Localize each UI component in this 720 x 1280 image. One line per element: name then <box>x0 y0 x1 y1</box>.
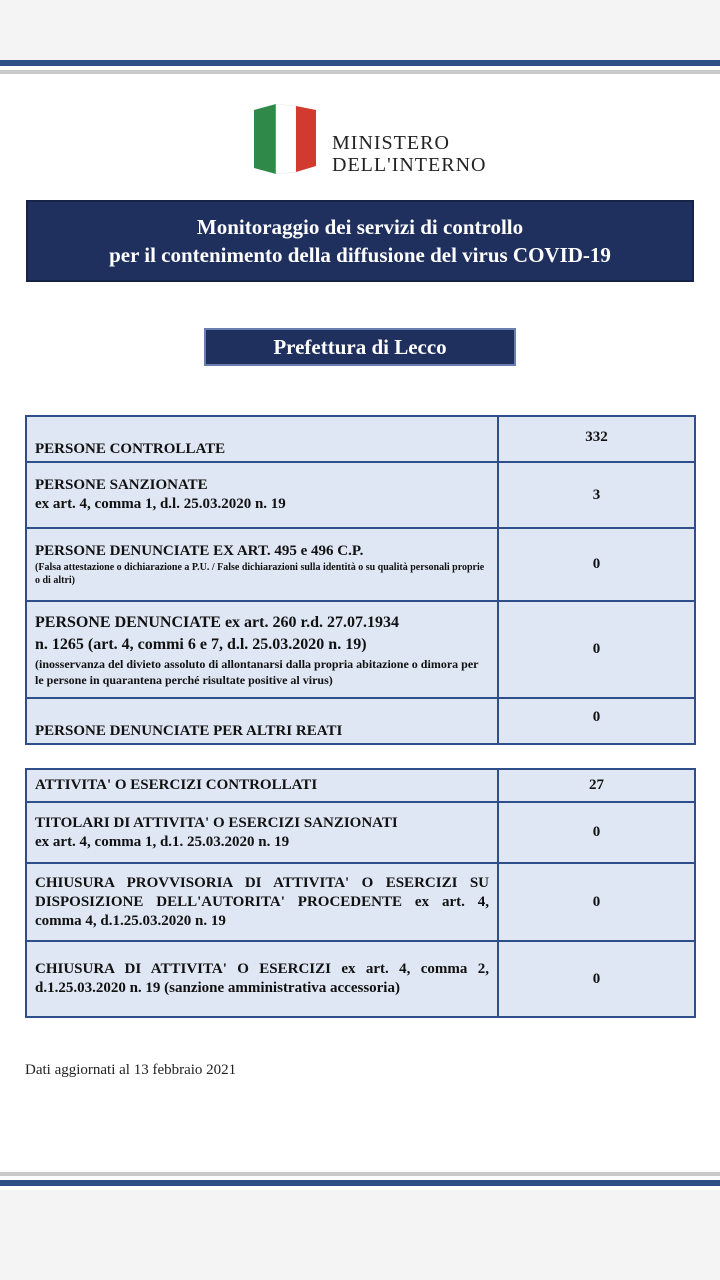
data-updated-note: Dati aggiornati al 13 febbraio 2021 <box>25 1062 237 1078</box>
row-value: 0 <box>498 802 695 863</box>
row-value: 0 <box>498 941 695 1017</box>
row-label-with-note <box>35 874 489 931</box>
row-label-continued: n. 1265 (art. 4, commi 6 e 7, d.l. 25.03.2020 n. 19) <box>35 635 367 653</box>
top-grey-rule <box>0 70 720 74</box>
report-title-banner <box>26 200 694 282</box>
table-row <box>26 941 695 1017</box>
row-value: 3 <box>498 462 695 528</box>
table-row <box>26 802 695 863</box>
ministry-name <box>332 132 486 176</box>
table-row <box>26 462 695 528</box>
row-value: 0 <box>498 528 695 601</box>
italian-flag-emblem-icon <box>252 104 318 174</box>
row-label: PERSONE SANZIONATE <box>35 477 208 493</box>
row-label: ATTIVITA' O ESERCIZI CONTROLLATI <box>35 777 318 793</box>
businesses-table <box>25 768 696 1018</box>
row-note: ex art. 4, comma 4, d.1.25.03.2020 n. 19 <box>35 893 490 929</box>
row-label-with-note <box>35 960 489 998</box>
row-label: CHIUSURA DI ATTIVITA' O ESERCIZI <box>35 961 331 977</box>
row-label: PERSONE DENUNCIATE EX ART. 495 e 496 C.P. <box>35 543 364 559</box>
title-line-2: per il contenimento della diffusione del virus COVID-19 <box>109 243 611 267</box>
row-note: ex art. 4, comma 1, d.1. 25.03.2020 n. 19 <box>35 833 290 850</box>
row-label: PERSONE DENUNCIATE PER ALTRI REATI <box>35 723 343 739</box>
table-row <box>26 769 695 802</box>
row-value: 0 <box>498 601 695 698</box>
row-value: 0 <box>498 698 695 744</box>
row-label: CHIUSURA PROVVISORIA DI ATTIVITA' O ESERCIZI SU DISPOSIZIONE DELL'AUTORITA' PROCEDENTE <box>35 874 489 910</box>
row-note: (inosservanza del divieto assoluto di allontanarsi dalla propria abitazione o dimora per le persone in quarantena perché risultate positive al virus) <box>35 656 479 687</box>
row-note: ex art. 4, comma 1, d.l. 25.03.2020 n. 19 <box>35 496 286 512</box>
prefecture-name: Prefettura di Lecco <box>273 334 447 359</box>
row-value: 0 <box>498 863 695 941</box>
row-note: ex art. 4, comma 2, d.1.25.03.2020 n. 19 (sanzione amministrativa accessoria) <box>35 961 489 996</box>
table-row <box>26 601 695 698</box>
prefecture-banner <box>204 328 516 366</box>
ministry-line-2: DELL'INTERNO <box>332 154 487 176</box>
row-value: 332 <box>498 416 695 462</box>
table-row <box>26 528 695 601</box>
bottom-grey-rule <box>0 1172 720 1176</box>
row-label: PERSONE CONTROLLATE <box>35 441 226 457</box>
bottom-blue-rule <box>0 1180 720 1186</box>
ministry-line-1: MINISTERO <box>332 132 450 154</box>
row-value: 27 <box>498 769 695 802</box>
row-label: PERSONE DENUNCIATE ex art. 260 r.d. 27.07.1934 <box>35 613 400 631</box>
top-blue-rule <box>0 60 720 66</box>
table-row <box>26 416 695 462</box>
table-row <box>26 698 695 744</box>
row-note: (Falsa attestazione o dichiarazione a P.U. / False dichiarazioni sulla identità o su qualità personali proprie o di altri) <box>35 562 485 586</box>
title-line-1: Monitoraggio dei servizi di controllo <box>196 215 524 239</box>
table-row <box>26 863 695 941</box>
persons-table <box>25 415 696 745</box>
row-label: TITOLARI DI ATTIVITA' O ESERCIZI SANZIONATI <box>35 814 398 831</box>
